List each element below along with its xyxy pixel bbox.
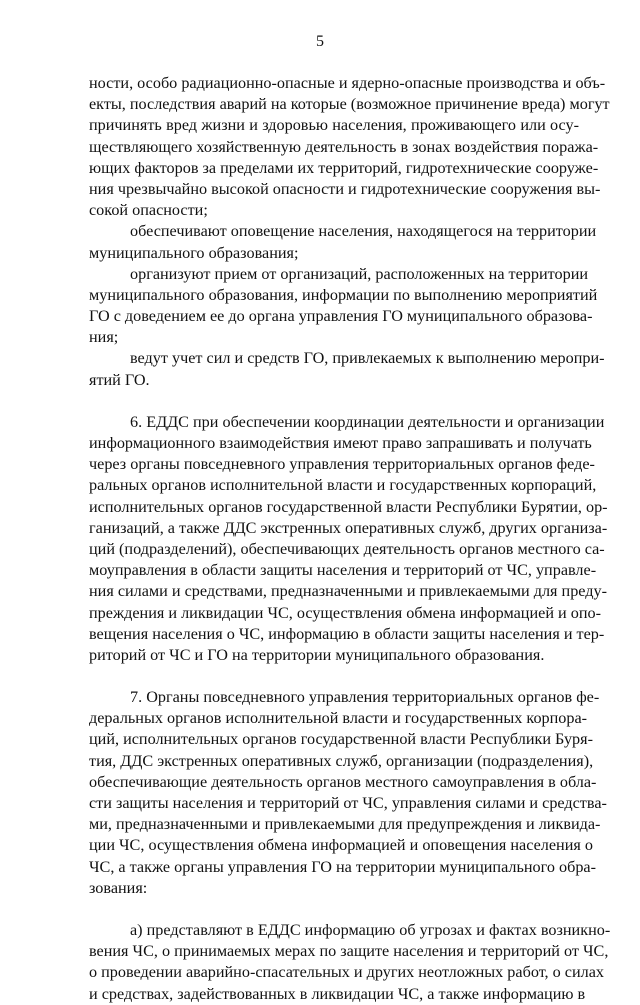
paragraph	[89, 73, 610, 221]
text-line: информационного взаимодействия имеют право запрашивать и получать	[89, 434, 592, 452]
text-line: исполнительных органов государственной власти Республики Бурятии, ор-	[89, 497, 608, 516]
text-line: муниципального образования, информации по выполнению мероприятий	[89, 285, 598, 304]
paragraph	[89, 264, 598, 349]
text-line: ций, исполнительных органов государственной власти Республики Буря-	[89, 730, 593, 749]
document-body	[89, 73, 611, 1005]
text-line: вещения населения о ЧС, информацию в области защиты населения и тер-	[89, 624, 605, 643]
text-line: ганизаций, а также ДДС экстренных оперативных служб, других организа-	[89, 518, 608, 537]
text-line: ния силами и средствами, предназначенными и привлекаемыми для преду-	[89, 582, 607, 601]
paragraph	[89, 348, 605, 390]
text-line: ми, предназначенными и привлекаемыми для предупреждения и ликвида-	[89, 815, 601, 834]
text-line: ния чрезвычайно высокой опасности и гидротехнические сооружения вы-	[89, 179, 601, 198]
paragraph	[89, 412, 608, 666]
text-line: ральных органов исполнительной власти и государственных корпораций,	[89, 476, 597, 495]
text-line: ществляющего хозяйственную деятельность в зонах воздействия поража-	[89, 137, 599, 156]
text-line: и средствах, задействованных в ликвидации ЧС, а также информацию в	[89, 984, 586, 1003]
text-line: екты, последствия аварий на которые (возможное причинение вреда) могут	[89, 95, 610, 114]
page-number: 5	[316, 33, 324, 50]
text-line: деральных органов исполнительной власти и государственных корпора-	[89, 709, 588, 728]
text-line: 6. ЕДДС при обеспечении координации деятельности и организации	[130, 412, 605, 431]
text-line: ющих факторов за пределами их территорий, гидротехнические сооруже-	[89, 158, 599, 177]
text-line: ности, особо радиационно-опасные и ядерно-опасные производства и объ-	[89, 74, 606, 92]
text-line: тия, ДДС экстренных оперативных служб, организации (подразделения),	[89, 751, 594, 770]
text-line: вения ЧС, о принимаемых мерах по защите населения и территорий от ЧС,	[89, 942, 609, 961]
text-line: ятий ГО.	[89, 370, 150, 389]
text-line: ций (подразделений), обеспечивающих деятельность органов местного са-	[89, 539, 605, 558]
text-line: муниципального образования;	[89, 243, 299, 262]
text-line: а) представляют в ЕДДС информацию об угрозах и фактах возникно-	[130, 920, 611, 939]
text-line: причинять вред жизни и здоровью населения, проживающего или осу-	[89, 116, 579, 135]
text-line: преждения и ликвидации ЧС, осуществления обмена информацией и опо-	[89, 603, 601, 622]
text-line: через органы повседневного управления территориальных органов феде-	[89, 455, 595, 474]
text-line: сокой опасности;	[89, 201, 208, 220]
text-line: ния;	[89, 328, 119, 347]
text-line: риторий от ЧС и ГО на территории муниципального образования.	[89, 645, 545, 664]
text-line: зования:	[89, 878, 148, 897]
text-line: 7. Органы повседневного управления территориальных органов фе-	[130, 688, 600, 707]
text-line: организуют прием от организаций, расположенных на территории	[130, 264, 589, 283]
text-line: обеспечивающие деятельность органов местного самоуправления в обла-	[89, 772, 597, 791]
paragraph	[89, 221, 597, 263]
text-line: ции ЧС, осуществления обмена информацией и оповещения населения о	[89, 836, 593, 855]
text-line: о проведении аварийно-спасательных и других неотложных работ, о силах	[89, 963, 604, 982]
paragraph	[89, 687, 607, 899]
text-line: сти защиты населения и территорий от ЧС, управления силами и средства-	[89, 794, 607, 812]
text-line: моуправления в области защиты населения и территорий от ЧС, управле-	[89, 561, 597, 580]
text-line: ЧС, а также органы управления ГО на территории муниципального обра-	[89, 857, 596, 876]
text-line: обеспечивают оповещение населения, находящегося на территории	[130, 222, 597, 241]
text-line: ведут учет сил и средств ГО, привлекаемых к выполнению меропри-	[130, 349, 605, 368]
text-line: ГО с доведением ее до органа управления ГО муниципального образова-	[89, 307, 593, 326]
paragraph	[89, 920, 611, 1005]
